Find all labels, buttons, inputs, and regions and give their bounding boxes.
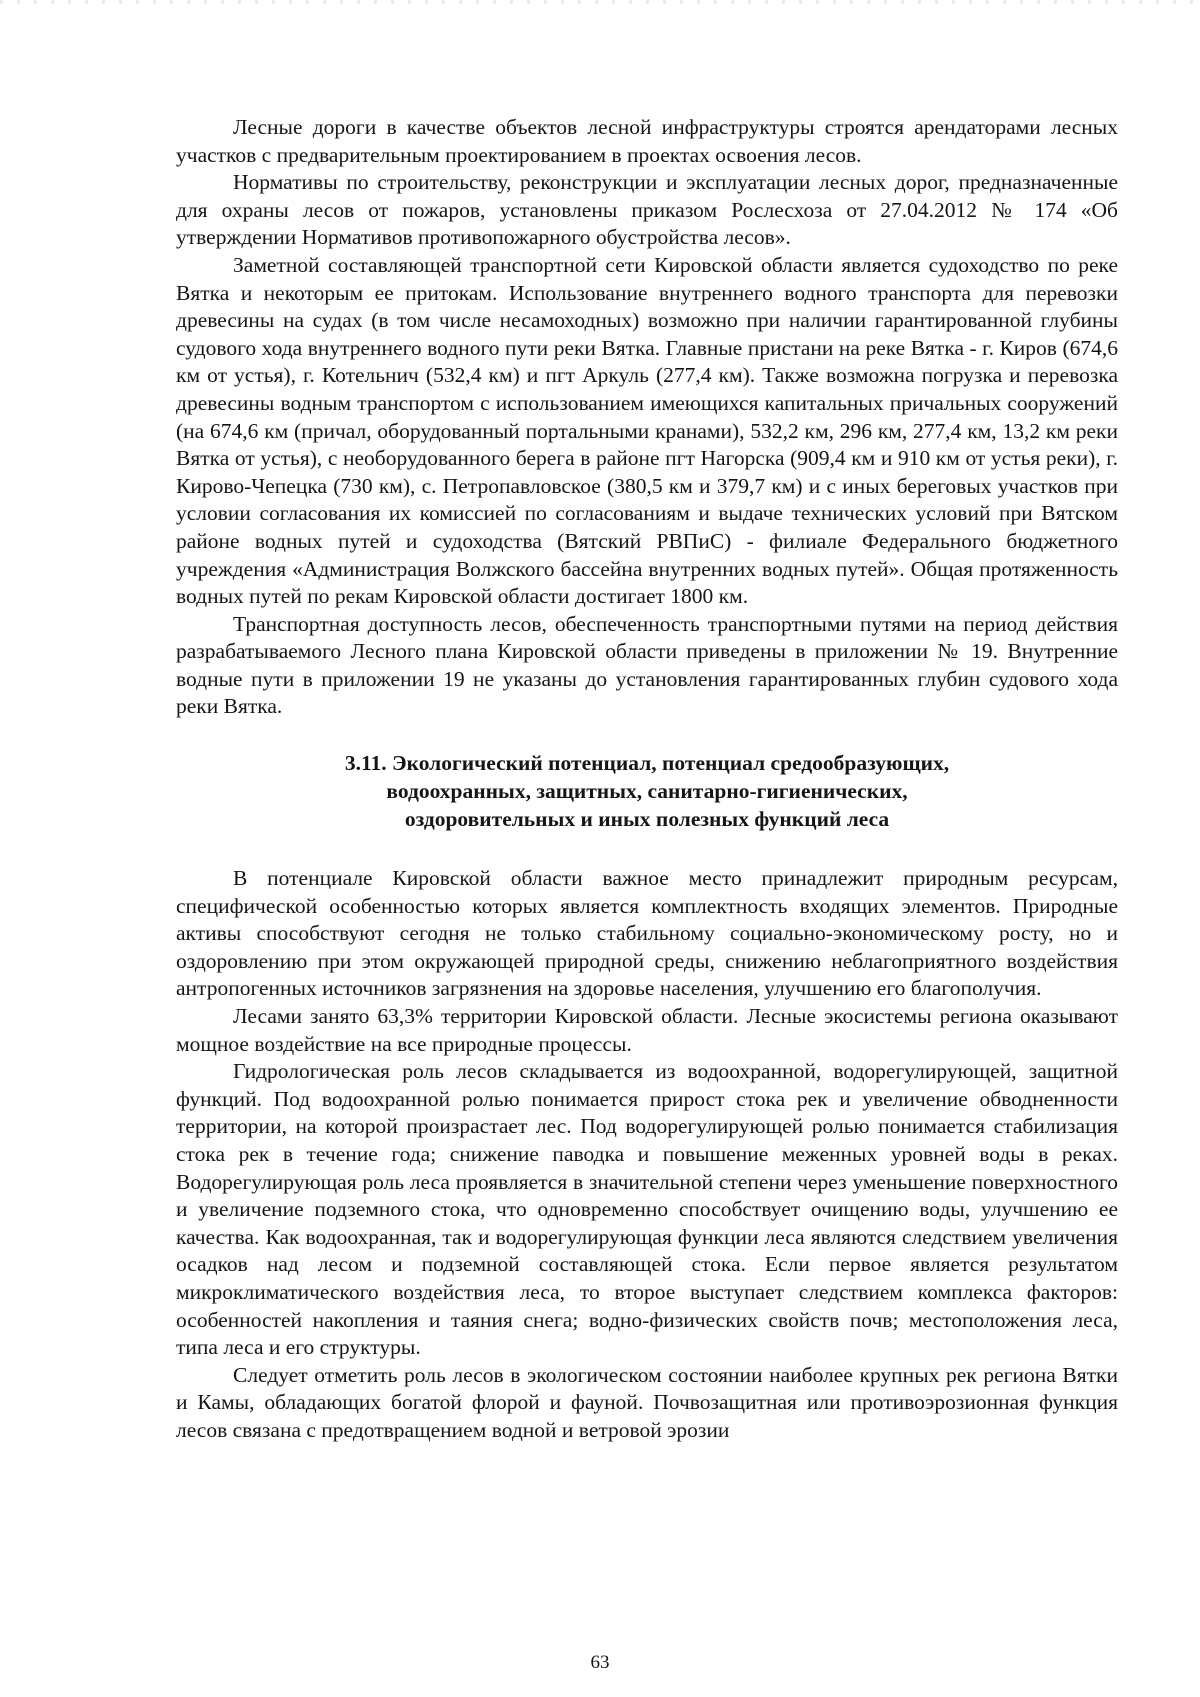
paragraph-road-norms: Нормативы по строительству, реконструкции и эксплуатации лесных дорог, предназначенные для охраны лесов от пожаров, установлены приказом Рослесхоза от 27.04.2012 № 174 «Об утверждении Нормативов противопожарного обустройства лесов». bbox=[176, 170, 1118, 250]
page-number: 63 bbox=[590, 1652, 610, 1673]
paragraph-hydrological-role: Гидрологическая роль лесов складывается из водоохранной, водорегулирующей, защитной функций. Под водоохранной ролью понимается прирост стока рек и увеличение обводненности территории, на которой произрастает лес. Под водорегулирующей ролью понимается стабилизация стока рек в течение года; снижение паводка и повышение меженных уровней воды в реках. Водорегулирующая роль леса проявляется в значительной степени через уменьшение поверхностного и увеличение подземного стока, что одновременно способствует очищению воды, улучшению ее качества. Как водоохранная, так и водорегулирующая функции леса являются следствием увеличения осадков над лесом и подземной составляющей стока. Если первое является результатом микроклиматического воздействия леса, то второе выступает следствием комплекса факторов: особенностей накопления и таяния снега; водно-физических свойств почв; местоположения леса, типа леса и его структуры. bbox=[176, 1059, 1118, 1360]
section-heading-line: оздоровительных и иных полезных функций леса bbox=[404, 807, 890, 832]
paragraph-forest-roads: Лесные дороги в качестве объектов лесной инфраструктуры строятся арендаторами лесных участков с предварительным проектированием в проектах освоения лесов. bbox=[176, 115, 1118, 167]
paragraph-natural-resources: В потенциале Кировской области важное место принадлежит природным ресурсам, специфической особенностью которых является комплектность входящих элементов. Природные активы способствуют сегодня не только стабильному социально-экономическому росту, но и оздоровлению при этом окружающей природной среды, снижению неблагоприятного воздействия антропогенных источников загрязнения на здоровье населения, улучшению его благополучия. bbox=[176, 866, 1118, 1001]
paragraph-rivers-erosion: Следует отметить роль лесов в экологическом состоянии наиболее крупных рек региона Вятки и Камы, обладающих богатой флорой и фауной. Почвозащитная или противоэрозионная функция лесов связана с предотвращением водной и ветровой эрозии bbox=[176, 1362, 1118, 1442]
section-heading-line: 3.11. Экологический потенциал, потенциал средообразующих, bbox=[344, 751, 950, 776]
section-heading-line: водоохранных, защитных, санитарно-гигиенических, bbox=[386, 779, 908, 804]
section-heading bbox=[176, 749, 1118, 833]
document-body bbox=[176, 114, 1118, 1445]
paragraph-transport-access: Транспортная доступность лесов, обеспеченность транспортными путями на период действия разрабатываемого Лесного плана Кировской области приведены в приложении № 19. Внутренние водные пути в приложении 19 не указаны до установления гарантированных глубин судового хода реки Вятка. bbox=[176, 611, 1118, 719]
paragraph-forest-cover: Лесами занято 63,3% территории Кировской области. Лесные экосистемы региона оказывают мощное воздействие на все природные процессы. bbox=[176, 1004, 1118, 1056]
scan-edge-artifact bbox=[0, 0, 1200, 4]
paragraph-river-shipping: Заметной составляющей транспортной сети Кировской области является судоходство по реке Вятка и некоторым ее притокам. Использование внутреннего водного транспорта для перевозки древесины на судах (в том числе несамоходных) возможно при наличии гарантированной глубины судового хода внутреннего водного пути реки Вятка. Главные пристани на реке Вятка - г. Киров (674,6 км от устья), г. Котельнич (532,4 км) и пгт Аркуль (277,4 км). Также возможна погрузка и перевозка древесины водным транспортом с использованием имеющихся капитальных причальных сооружений (на 674,6 км (причал, оборудованный портальными кранами), 532,2 км, 296 км, 277,4 км, 13,2 км реки Вятка от устья), с необорудованного берега в районе пгт Нагорска (909,4 км и 910 км от устья реки), г. Кирово-Чепецка (730 км), с. Петропавловское (380,5 км и 379,7 км) и с иных береговых участков при условии согласования их комиссией по согласованиям и выдаче технических условий при Вятском районе водных путей и судоходства (Вятский РВПиС) - филиале Федерального бюджетного учреждения «Администрация Волжского бассейна внутренних водных путей». Общая протяженность водных путей по рекам Кировской области достигает 1800 км. bbox=[176, 252, 1118, 609]
